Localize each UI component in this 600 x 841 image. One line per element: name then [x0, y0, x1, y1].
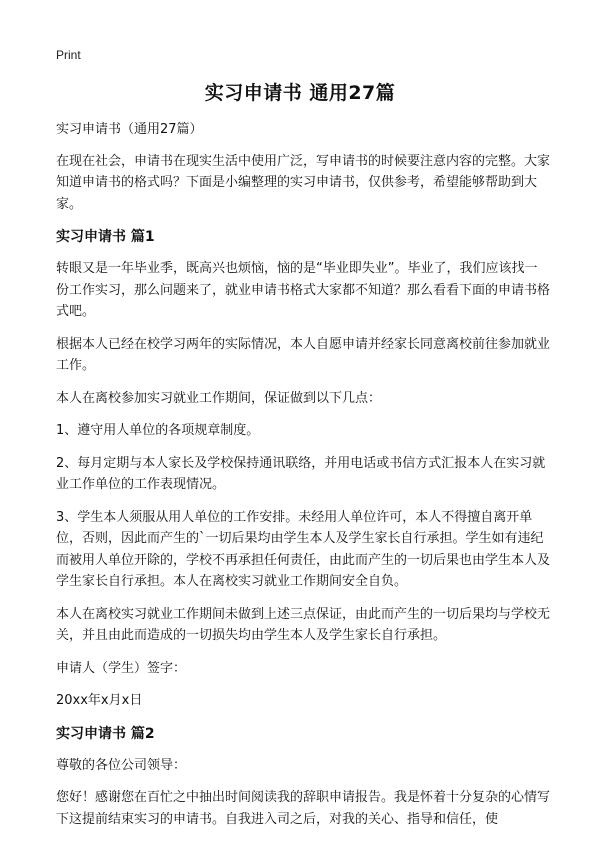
- list-item: 3、学生本人须服从用人单位的工作安排。未经用人单位许可，本人不得擅自离开单位，否则，因此而产生的`一切后果均由学生本人及学生家长自行承担。学生如有违纪而被用人单位开除的，学校不再承担任何责任，由此而产生的一切后果也由学生本人及学生家长自行承担。本人在离校实习就业工作期间安全自负。: [56, 509, 551, 589]
- list-item: 1、遵守用人单位的各项规章制度。: [56, 423, 260, 438]
- signature-line: 申请人（学生）签字：: [56, 660, 187, 676]
- date-line: 20xx年x月x日: [56, 693, 143, 708]
- paragraph: 您好！感谢您在百忙之中抽出时间阅读我的辞职申请报告。我是怀着十分复杂的心情写下这提前结束实习的申请书。自我进入司之后，对我的关心、指导和信任，使: [56, 790, 551, 827]
- page-title: 实习申请书 通用27篇: [204, 82, 396, 104]
- paragraph: 转眼又是一年毕业季，既高兴也烦恼，恼的是“毕业即失业”。毕业了，我们应该找一份工作实习，那么问题来了，就业申请书格式大家都不知道？那么看看下面的申请书格式吧。: [56, 261, 551, 319]
- intro-paragraph: 在现在社会，申请书在现实生活中使用广泛，写申请书的时候要注意内容的完整。大家知道申请书的格式吗？下面是小编整理的实习申请书，仅供参考，希望能够帮助到大家。: [56, 153, 551, 212]
- paragraph: 本人在离校实习就业工作期间未做到上述三点保证，由此而产生的一切后果均与学校无关，并且由此而造成的一切损失均由学生本人及学生家长自行承担。: [56, 606, 551, 643]
- list-item: 2、每月定期与本人家长及学校保持通讯联络，并用电话或书信方式汇报本人在实习就业工作单位的工作表现情况。: [56, 455, 546, 492]
- section-heading-2: 实习申请书 篇2: [56, 725, 155, 742]
- document-body: [56, 119, 550, 841]
- paragraph: 根据本人已经在校学习两年的实际情况，本人自愿申请并经家长同意离校前往参加就业工作。: [56, 336, 551, 373]
- document-subtitle: 实习申请书（通用27篇）: [56, 122, 203, 137]
- salutation: 尊敬的各位公司领导：: [56, 757, 187, 773]
- section-heading-1: 实习申请书 篇1: [56, 229, 155, 245]
- print-label: Print: [56, 48, 81, 62]
- paragraph: 本人在离校参加实习就业工作期间，保证做到以下几点：: [56, 390, 382, 406]
